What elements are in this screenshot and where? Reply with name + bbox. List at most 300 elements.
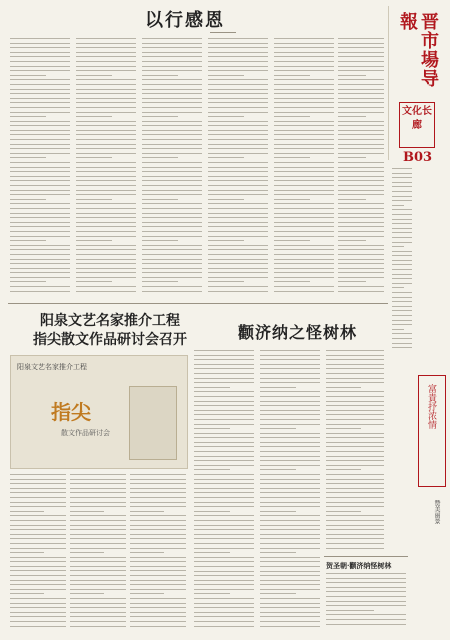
text-line — [326, 610, 374, 611]
text-line — [338, 93, 384, 94]
text-line — [10, 525, 66, 526]
text-line — [338, 84, 384, 85]
text-line — [76, 263, 136, 264]
text-line — [260, 511, 296, 512]
text-line — [326, 497, 384, 498]
text-line — [208, 176, 268, 177]
text-line — [10, 589, 66, 590]
text-line — [194, 488, 254, 489]
text-line — [10, 236, 70, 237]
text-line — [274, 89, 334, 90]
text-line — [194, 571, 254, 572]
text-line — [274, 153, 334, 154]
text-line — [326, 387, 361, 388]
text-line — [326, 355, 384, 356]
text-line — [76, 43, 136, 44]
text-line — [326, 465, 384, 466]
text-line — [70, 534, 126, 535]
text-line — [194, 497, 254, 498]
text-line — [260, 442, 320, 443]
text-line — [274, 291, 334, 292]
text-line — [326, 591, 406, 592]
text-line — [194, 405, 254, 406]
text-line — [208, 134, 268, 135]
text-line — [208, 249, 268, 250]
text-line — [194, 589, 254, 590]
text-line — [10, 506, 66, 507]
text-line — [194, 437, 254, 438]
text-line — [130, 492, 186, 493]
text-line — [194, 548, 254, 549]
text-line — [10, 47, 70, 48]
text-line — [76, 134, 136, 135]
text-line — [76, 153, 136, 154]
text-line — [260, 534, 320, 535]
text-line — [194, 506, 254, 507]
text-line — [76, 272, 136, 273]
text-line — [208, 43, 268, 44]
text-line — [208, 98, 268, 99]
text-line — [260, 465, 320, 466]
text-line — [338, 134, 384, 135]
text-line — [260, 368, 320, 369]
text-line — [142, 107, 202, 108]
text-line — [208, 272, 268, 273]
text-line — [274, 157, 310, 158]
text-line — [274, 125, 334, 126]
text-line — [338, 277, 384, 278]
text-line — [326, 587, 406, 588]
text-line — [130, 538, 186, 539]
text-line — [274, 272, 334, 273]
text-line — [260, 428, 296, 429]
text-line — [76, 245, 136, 246]
text-line — [260, 575, 320, 576]
text-line — [274, 61, 334, 62]
section-divider — [8, 303, 388, 304]
text-line — [260, 552, 296, 553]
text-line — [76, 47, 136, 48]
text-line — [260, 437, 320, 438]
text-line — [10, 557, 66, 558]
text-line — [338, 75, 366, 76]
text-line — [10, 272, 70, 273]
text-line — [194, 451, 254, 452]
text-line — [208, 125, 268, 126]
text-line — [70, 543, 126, 544]
text-line — [10, 148, 70, 149]
text-line — [260, 548, 320, 549]
text-line — [142, 148, 202, 149]
text-line — [392, 260, 412, 261]
text-line — [326, 405, 384, 406]
text-line — [10, 612, 66, 613]
text-line — [10, 79, 70, 80]
main-headline: 以行感恩 — [145, 10, 225, 31]
text-line — [326, 456, 384, 457]
text-line — [76, 194, 136, 195]
text-line — [194, 593, 230, 594]
text-line — [76, 79, 136, 80]
text-line — [10, 190, 70, 191]
text-line — [76, 139, 136, 140]
text-line — [10, 213, 70, 214]
poem-title: 贺圣朝·颧济纳怪树林 — [326, 561, 392, 570]
text-line — [76, 98, 136, 99]
text-line — [10, 543, 66, 544]
text-line — [260, 456, 320, 457]
text-line — [260, 571, 320, 572]
text-line — [76, 213, 136, 214]
text-line — [194, 378, 254, 379]
text-line — [76, 249, 136, 250]
text-line — [392, 251, 412, 252]
text-line — [10, 286, 70, 287]
text-line — [10, 621, 66, 622]
text-line — [194, 479, 254, 480]
text-line — [142, 167, 202, 168]
text-line — [70, 607, 126, 608]
second-headline: 阳泉文艺名家推介工程 指尖散文作品研讨会召开 — [33, 313, 187, 348]
text-line — [208, 157, 244, 158]
text-line — [142, 153, 202, 154]
text-line — [338, 47, 384, 48]
masthead — [388, 6, 447, 165]
text-line — [260, 529, 320, 530]
text-line — [338, 107, 384, 108]
text-line — [10, 52, 70, 53]
text-line — [208, 194, 268, 195]
text-line — [10, 144, 70, 145]
text-line — [274, 148, 334, 149]
text-line — [338, 52, 384, 53]
text-line — [194, 621, 254, 622]
text-line — [208, 153, 268, 154]
text-line — [274, 176, 334, 177]
text-line — [142, 281, 178, 282]
text-line — [70, 566, 126, 567]
text-line — [10, 580, 66, 581]
text-line — [208, 222, 268, 223]
text-line — [274, 43, 334, 44]
text-line — [70, 474, 126, 475]
text-line — [260, 387, 296, 388]
poem-text — [326, 573, 406, 625]
text-line — [338, 245, 384, 246]
text-line — [208, 79, 268, 80]
text-line — [326, 619, 406, 620]
text-line — [130, 557, 186, 558]
text-line — [194, 529, 254, 530]
text-line — [260, 378, 320, 379]
text-line — [208, 107, 268, 108]
text-line — [10, 515, 66, 516]
text-line — [142, 93, 202, 94]
text-line — [208, 286, 268, 287]
text-line — [208, 56, 268, 57]
text-line — [338, 254, 384, 255]
text-line — [260, 483, 320, 484]
text-line — [130, 511, 164, 512]
text-line — [70, 520, 126, 521]
text-line — [10, 89, 70, 90]
text-line — [260, 626, 320, 627]
text-line — [274, 47, 334, 48]
text-line — [208, 185, 268, 186]
text-line — [130, 525, 186, 526]
text-line — [142, 47, 202, 48]
side-column-label — [418, 375, 446, 487]
text-line — [130, 529, 186, 530]
text-line — [70, 603, 126, 604]
text-line — [142, 75, 178, 76]
text-line — [70, 612, 126, 613]
text-line — [194, 580, 254, 581]
text-line — [142, 130, 202, 131]
text-line — [208, 259, 268, 260]
text-line — [392, 186, 412, 187]
text-line — [130, 479, 186, 480]
text-line — [10, 134, 70, 135]
text-line — [130, 593, 164, 594]
article3-col2 — [260, 350, 320, 630]
text-line — [130, 506, 186, 507]
text-line — [338, 222, 384, 223]
text-line — [76, 203, 136, 204]
text-line — [338, 286, 384, 287]
text-line — [274, 180, 334, 181]
text-line — [194, 603, 254, 604]
text-line — [260, 382, 320, 383]
text-line — [208, 89, 268, 90]
text-line — [10, 603, 66, 604]
text-line — [338, 217, 384, 218]
text-line — [392, 196, 412, 197]
text-line — [10, 84, 70, 85]
text-line — [392, 338, 412, 339]
text-line — [10, 157, 46, 158]
text-line — [260, 492, 320, 493]
text-line — [194, 469, 230, 470]
text-line — [10, 529, 66, 530]
text-line — [338, 281, 366, 282]
text-line — [10, 511, 44, 512]
text-line — [274, 84, 334, 85]
text-line — [130, 502, 186, 503]
text-line — [10, 70, 70, 71]
text-line — [194, 446, 254, 447]
text-line — [142, 89, 202, 90]
text-line — [142, 176, 202, 177]
text-line — [10, 474, 66, 475]
text-line — [392, 223, 412, 224]
text-line — [208, 171, 268, 172]
side-column-label-2: 赞美丽景 — [433, 500, 440, 524]
text-line — [392, 205, 404, 206]
text-line — [76, 130, 136, 131]
text-line — [10, 538, 66, 539]
text-line — [130, 616, 186, 617]
text-line — [338, 98, 384, 99]
text-line — [70, 511, 104, 512]
byline-rule — [210, 32, 236, 33]
text-line — [260, 612, 320, 613]
text-line — [142, 144, 202, 145]
text-line — [338, 139, 384, 140]
text-line — [142, 38, 202, 39]
text-line — [76, 75, 112, 76]
text-line — [326, 437, 384, 438]
text-line — [326, 378, 384, 379]
text-line — [274, 139, 334, 140]
text-line — [76, 231, 136, 232]
text-line — [194, 428, 230, 429]
text-line — [392, 343, 412, 344]
text-line — [10, 488, 66, 489]
text-line — [130, 474, 186, 475]
text-line — [392, 255, 412, 256]
text-line — [10, 171, 70, 172]
text-line — [130, 598, 186, 599]
text-line — [142, 84, 202, 85]
text-line — [70, 488, 126, 489]
text-line — [76, 70, 136, 71]
cover-line2: 指尖 — [51, 400, 91, 424]
text-line — [260, 607, 320, 608]
text-line — [326, 396, 384, 397]
text-line — [10, 570, 66, 571]
text-line — [392, 287, 404, 288]
text-line — [326, 573, 406, 574]
text-line — [208, 52, 268, 53]
text-line — [326, 488, 384, 489]
text-line — [10, 203, 70, 204]
text-line — [260, 359, 320, 360]
text-line — [142, 263, 202, 264]
text-line — [208, 263, 268, 264]
text-line — [142, 277, 202, 278]
text-line — [260, 474, 320, 475]
text-line — [392, 310, 412, 311]
text-line — [10, 254, 70, 255]
cover-line1: 阳泉文艺名家推介工程 — [17, 363, 87, 371]
text-line — [274, 222, 334, 223]
text-line — [70, 580, 126, 581]
text-line — [326, 502, 384, 503]
text-line — [142, 190, 202, 191]
section-tag: 文化长廊 — [399, 102, 435, 148]
text-line — [194, 552, 230, 553]
text-line — [326, 391, 384, 392]
text-line — [338, 208, 384, 209]
text-line — [130, 488, 186, 489]
text-line — [76, 171, 136, 172]
text-line — [208, 226, 268, 227]
text-line — [326, 483, 384, 484]
text-line — [392, 177, 412, 178]
text-line — [130, 584, 186, 585]
text-line — [260, 446, 320, 447]
text-line — [194, 364, 254, 365]
text-line — [76, 107, 136, 108]
text-line — [10, 61, 70, 62]
article2-col3 — [130, 474, 186, 630]
text-line — [10, 75, 46, 76]
text-line — [10, 116, 46, 117]
text-line — [76, 148, 136, 149]
masthead-title: 晋市場导報 — [397, 12, 439, 88]
text-line — [76, 89, 136, 90]
text-line — [274, 194, 334, 195]
text-line — [130, 548, 186, 549]
text-line — [142, 203, 202, 204]
text-line — [10, 593, 44, 594]
text-line — [392, 232, 412, 233]
text-line — [338, 268, 384, 269]
text-line — [326, 582, 406, 583]
poem-box — [324, 556, 408, 631]
text-line — [76, 167, 136, 168]
text-line — [274, 286, 334, 287]
text-line — [194, 401, 254, 402]
text-line — [274, 254, 334, 255]
text-line — [326, 474, 384, 475]
text-line — [326, 548, 384, 549]
text-line — [10, 561, 66, 562]
text-line — [274, 102, 334, 103]
text-line — [326, 469, 361, 470]
text-line — [260, 557, 320, 558]
text-line — [142, 70, 202, 71]
text-line — [274, 245, 334, 246]
text-line — [142, 56, 202, 57]
text-line — [274, 116, 310, 117]
text-line — [208, 70, 268, 71]
text-line — [70, 529, 126, 530]
text-line — [76, 208, 136, 209]
text-line — [326, 410, 384, 411]
text-line — [392, 297, 412, 298]
text-line — [142, 157, 178, 158]
text-line — [76, 176, 136, 177]
text-line — [70, 626, 126, 627]
text-line — [70, 538, 126, 539]
text-line — [76, 185, 136, 186]
text-line — [142, 226, 202, 227]
text-line — [10, 240, 46, 241]
text-line — [142, 121, 202, 122]
text-line — [208, 208, 268, 209]
text-line — [194, 456, 254, 457]
text-line — [274, 208, 334, 209]
text-line — [10, 548, 66, 549]
text-line — [338, 203, 384, 204]
text-line — [130, 580, 186, 581]
text-line — [208, 167, 268, 168]
text-line — [338, 272, 384, 273]
text-line — [194, 616, 254, 617]
text-line — [142, 112, 202, 113]
text-line — [70, 525, 126, 526]
text-line — [130, 603, 186, 604]
text-line — [260, 515, 320, 516]
text-line — [76, 254, 136, 255]
text-line — [260, 584, 320, 585]
text-line — [208, 116, 244, 117]
article1-col6 — [338, 38, 384, 300]
text-line — [142, 194, 202, 195]
text-line — [142, 66, 202, 67]
